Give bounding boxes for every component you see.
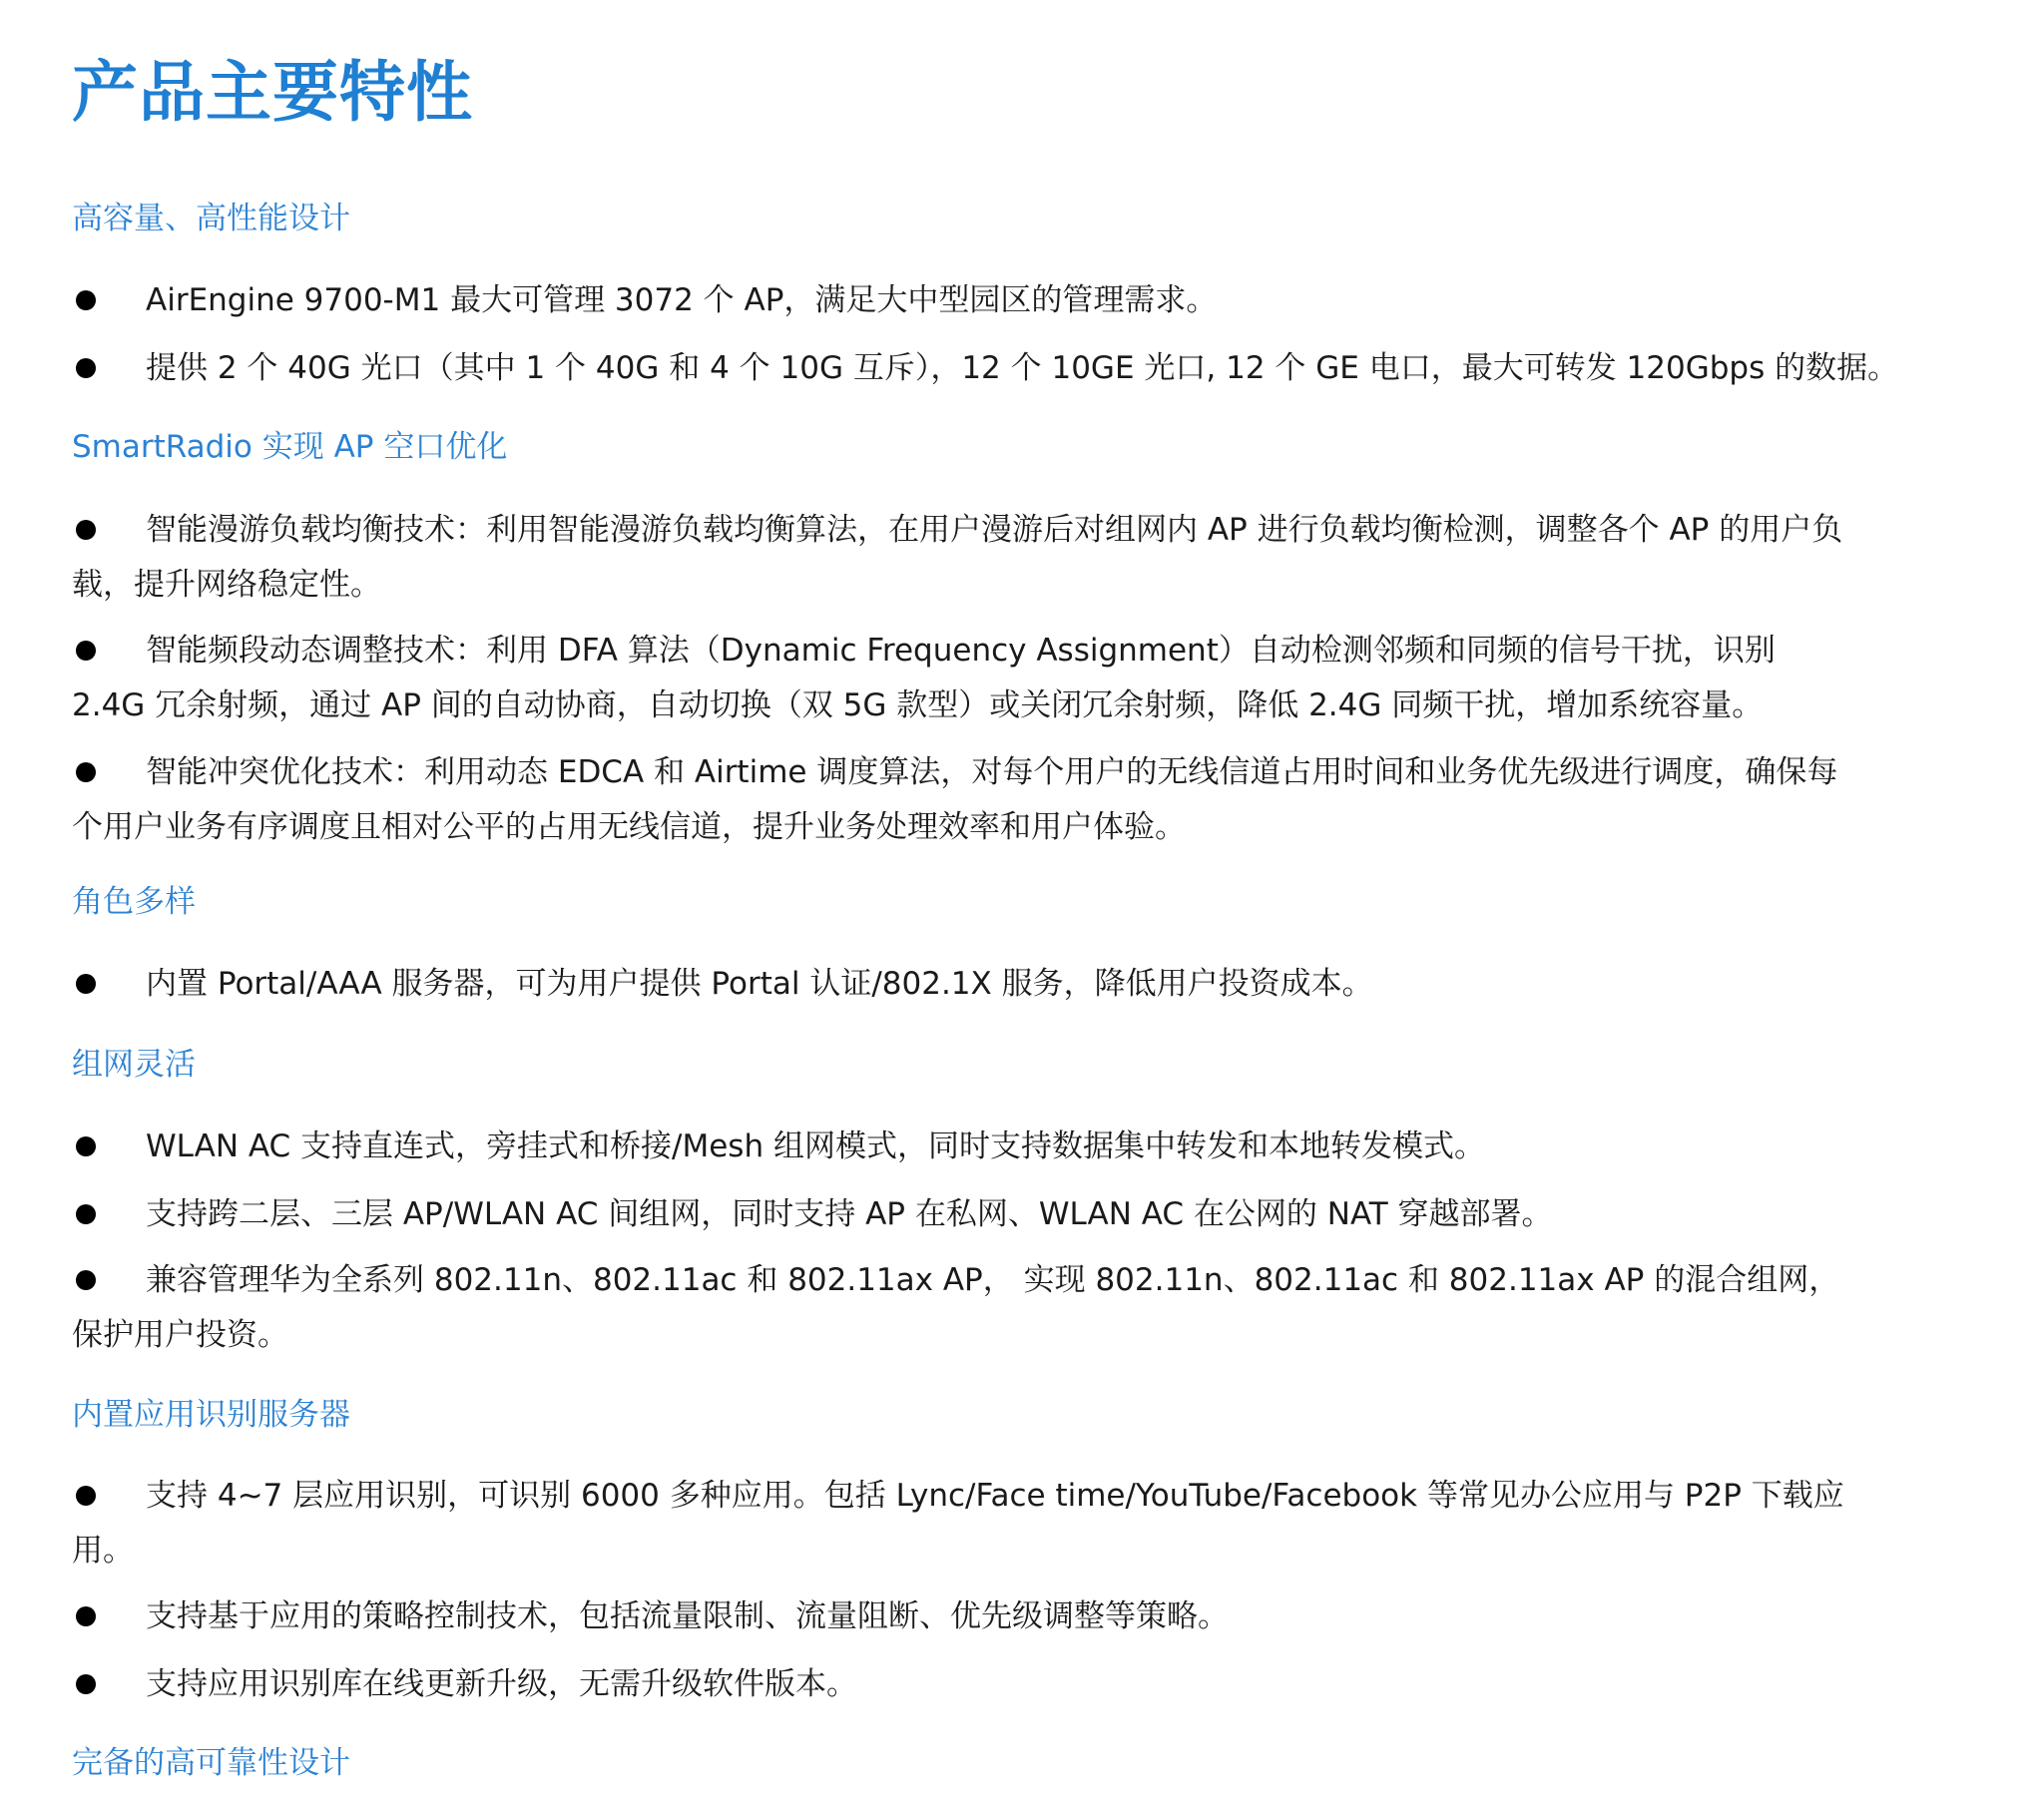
bullet-icon [76,520,96,540]
section-heading-reliability: 完备的高可靠性设计 [72,1745,350,1781]
bullet-icon [76,641,96,661]
bullet-icon [76,1204,96,1224]
list-item: 内置 Portal/AAA 服务器，可为用户提供 Portal 认证/802.1X 服务，降低用户投资成本。 [72,957,1848,1012]
bullet-icon [76,1270,96,1290]
list-item: 支持应用识别库在线更新升级，无需升级软件版本。 [72,1657,1848,1712]
list-item: 智能冲突优化技术：利用动态 EDCA 和 Airtime 调度算法，对每个用户的无线信道占用时间和业务优先级进行调度，确保每个用户业务有序调度且相对公平的占用无线信道，提升业务处理效率和用户体验。 [72,754,1838,845]
list-item: 智能漫游负载均衡技术：利用智能漫游负载均衡算法，在用户漫游后对组网内 AP 进行负载均衡检测，调整各个 AP 的用户负载，提升网络稳定性。 [72,512,1843,603]
section-heading-roles: 角色多样 [72,884,196,920]
section-heading-capacity: 高容量、高性能设计 [72,201,350,236]
list-item: AirEngine 9700-M1 最大可管理 3072 个 AP，满足大中型园区的管理需求。 [72,273,1848,328]
list-item: 提供 2 个 40G 光口（其中 1 个 40G 和 4 个 10G 互斥），12 个 10GE 光口, 12 个 GE 电口，最大可转发 120Gbps 的数据。 [72,341,1848,396]
list-item: 支持基于应用的策略控制技术，包括流量限制、流量阻断、优先级调整等策略。 [72,1589,1848,1644]
page-title: 产品主要特性 [72,54,473,131]
section-heading-smartradio: SmartRadio 实现 AP 空口优化 [72,429,508,465]
section-heading-app-recognition: 内置应用识别服务器 [72,1397,350,1433]
bullet-icon [76,290,96,310]
bullet-icon [76,358,96,378]
list-item: 支持跨二层、三层 AP/WLAN AC 间组网，同时支持 AP 在私网、WLAN AC 在公网的 NAT 穿越部署。 [72,1187,1848,1242]
bullet-icon [76,1674,96,1694]
list-item: 支持 4~7 层应用识别，可识别 6000 多种应用。包括 Lync/Face time/YouTube/Facebook 等常见办公应用与 P2P 下载应用。 [72,1478,1844,1569]
bullet-icon [76,974,96,994]
bullet-icon [76,762,96,782]
section-heading-networking: 组网灵活 [72,1047,196,1083]
list-item: 智能频段动态调整技术：利用 DFA 算法（Dynamic Frequency Assignment）自动检测邻频和同频的信号干扰，识别 2.4G 冗余射频，通过 AP 间的自动协商，自动切换（双 5G 款型）或关闭冗余射频，降低 2.4G 同频干扰，增加系统容量。 [72,633,1776,723]
list-item: 兼容管理华为全系列 802.11n、802.11ac 和 802.11ax AP， 实现 802.11n、802.11ac 和 802.11ax AP 的混合组网，保护用户投资。 [72,1262,1840,1353]
bullet-icon [76,1606,96,1626]
list-item: WLAN AC 支持直连式，旁挂式和桥接/Mesh 组网模式，同时支持数据集中转发和本地转发模式。 [72,1120,1848,1174]
bullet-icon [76,1486,96,1506]
bullet-icon [76,1136,96,1156]
